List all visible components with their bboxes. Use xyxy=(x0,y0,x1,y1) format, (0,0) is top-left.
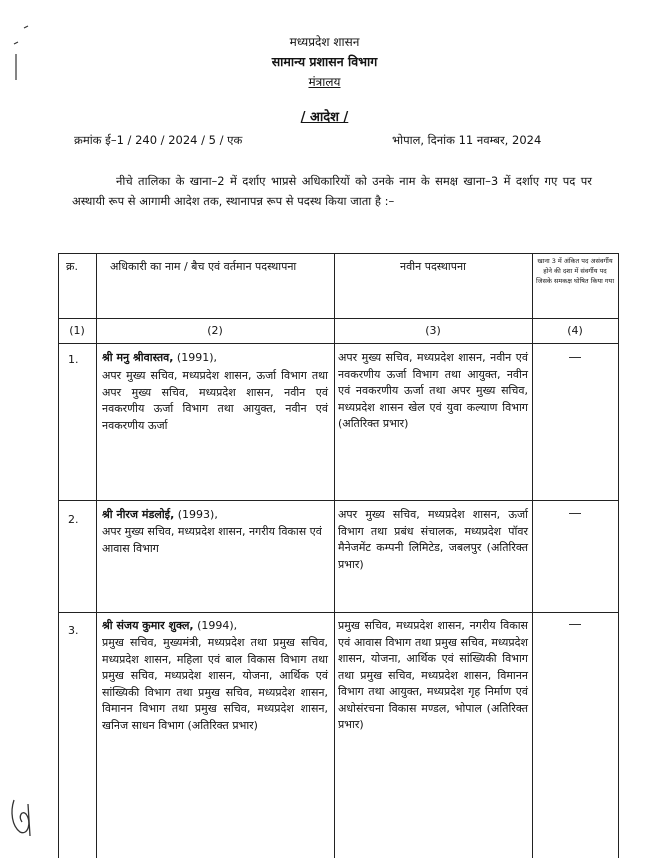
row-serial: 3. xyxy=(68,624,79,637)
officer-batch: (1994), xyxy=(193,619,238,632)
officer-name: श्री संजय कुमार शुक्ल, xyxy=(102,619,194,632)
officer-batch: (1991), xyxy=(173,351,218,364)
officer-batch: (1993), xyxy=(174,508,218,521)
equivalent-post-dash xyxy=(569,357,581,358)
current-posting: अपर मुख्य सचिव, मध्यप्रदेश शासन, ऊर्जा विभाग तथा अपर मुख्य सचिव, मध्यप्रदेश शासन, नवीन एवं नवकरणीय ऊर्जा विभाग तथा आयुक्त, नवीन एवं नवकरणीय ऊर्जा xyxy=(102,369,328,432)
column-number-3: (3) xyxy=(425,324,441,337)
row-serial: 2. xyxy=(68,513,79,526)
margin-pen-mark xyxy=(6,24,34,84)
new-posting: अपर मुख्य सचिव, मध्यप्रदेश शासन, नवीन एवं नवकरणीय ऊर्जा विभाग तथा आयुक्त, नवीन एवं नवकरणीय ऊर्जा तथा अपर मुख्य सचिव, मध्यप्रदेश शासन खेल एवं युवा कल्याण विभाग (अतिरिक्त प्रभार) xyxy=(338,351,528,430)
equivalent-post-dash xyxy=(569,624,581,625)
column-number-4: (4) xyxy=(567,324,583,337)
office-name: मंत्रालय xyxy=(308,75,341,89)
order-title: / आदेश / xyxy=(300,110,349,125)
column-number-2: (2) xyxy=(207,324,223,337)
header-new-posting: नवीन पदस्थापना xyxy=(400,260,466,273)
department-name: सामान्य प्रशासन विभाग xyxy=(271,54,378,69)
header-serial: क्र. xyxy=(66,260,78,273)
equivalent-post-dash xyxy=(569,513,581,514)
new-posting: प्रमुख सचिव, मध्यप्रदेश शासन, नगरीय विकास एवं आवास विभाग तथा प्रमुख सचिव, मध्यप्रदेश शासन, योजना, आर्थिक एवं सांख्यिकी विभाग तथा प्रमुख सचिव, मध्यप्रदेश शासन, विमानन विभाग तथा आयुक्त, मध्यप्रदेश गृह निर्माण एवं अधोसंरचना विकास मण्डल, भोपाल (अतिरिक्त प्रभार) xyxy=(338,619,528,731)
row-divider-1 xyxy=(58,500,619,501)
order-place-date: भोपाल, दिनांक 11 नवम्बर, 2024 xyxy=(392,133,542,147)
order-reference-number: क्रमांक ई–1 / 240 / 2024 / 5 / एक xyxy=(74,133,243,147)
row-divider-numbers xyxy=(58,343,619,344)
government-name: मध्यप्रदेश शासन xyxy=(289,35,360,49)
header-officer: अधिकारी का नाम / बैच एवं वर्तमान पदस्थापना xyxy=(110,260,297,273)
current-posting: अपर मुख्य सचिव, मध्यप्रदेश शासन, नगरीय विकास एवं आवास विभाग xyxy=(102,525,322,555)
row-divider-header xyxy=(58,318,619,319)
new-posting: अपर मुख्य सचिव, मध्यप्रदेश शासन, ऊर्जा विभाग तथा प्रबंध संचालक, मध्यप्रदेश पॉवर मैनेजमेंट कम्पनी लिमिटेड, जबलपुर (अतिरिक्त प्रभार) xyxy=(338,508,528,571)
column-number-1: (1) xyxy=(69,324,85,337)
table-border-top xyxy=(58,253,619,254)
row-serial: 1. xyxy=(68,353,79,366)
officer-name: श्री नीरज मंडलोई, xyxy=(102,508,175,521)
row-divider-2 xyxy=(58,612,619,613)
initials-signature-mark xyxy=(8,792,38,842)
current-posting: प्रमुख सचिव, मुख्यमंत्री, मध्यप्रदेश तथा प्रमुख सचिव, मध्यप्रदेश शासन, महिला एवं बाल विकास विभाग तथा प्रमुख सचिव, मध्यप्रदेश शासन, योजना, आर्थिक एवं सांख्यिकी विभाग तथा प्रमुख सचिव, मध्यप्रदेश शासन, विमानन विभाग तथा प्रमुख सचिव, मध्यप्रदेश शासन, खनिज साधन विभाग (अतिरिक्त प्रभार) xyxy=(102,636,328,732)
order-intro-paragraph: नीचे तालिका के खाना–2 में दर्शाए भाप्रसे अधिकारियों को उनके नाम के समक्ष खाना–3 में दर्शाए गए पद पर अस्थायी रूप से आगामी आदेश तक, स्थानापन्न रूप से पदस्थ किया जाता है :– xyxy=(72,174,592,208)
header-equivalent-post: खाना 3 में अंकित पद असंवर्गीय होने की दशा में संवर्गीय पद जिसके समकक्ष घोषित किया गया xyxy=(536,257,615,285)
officer-name: श्री मनु श्रीवास्तव, xyxy=(102,351,174,364)
